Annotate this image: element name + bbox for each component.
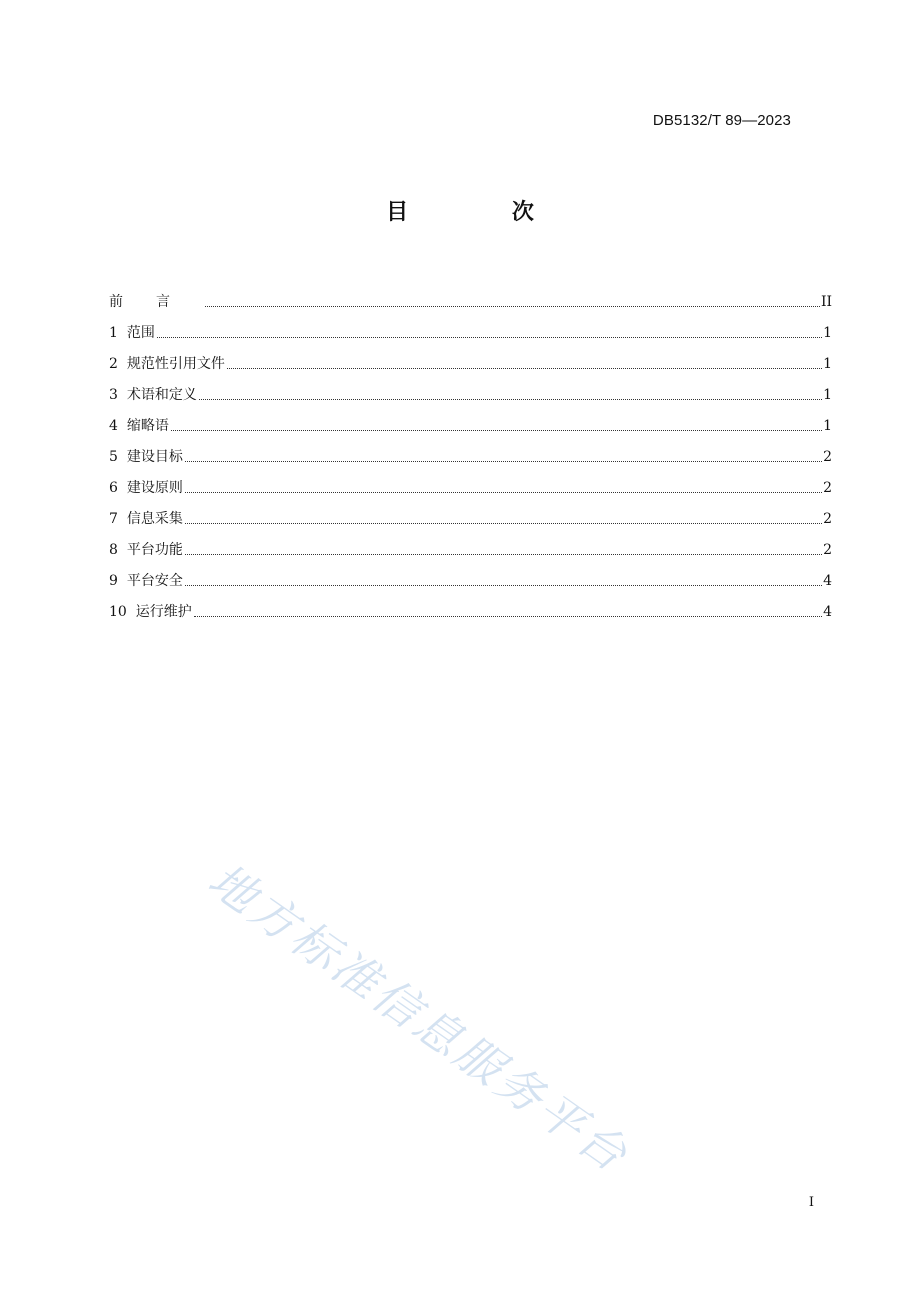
toc-entry-scope[interactable]: [109, 312, 832, 343]
toc-entry-number: 9: [109, 573, 118, 589]
toc-entry-construction-goals[interactable]: [109, 436, 832, 467]
toc-entry-number: 5: [109, 449, 118, 465]
toc-entry-label: 缩略语: [126, 418, 169, 434]
toc-entry-number: 1: [109, 325, 118, 341]
dot-leader: [171, 430, 822, 431]
toc-entry-operation-maintenance[interactable]: [109, 591, 832, 622]
dot-leader: [205, 306, 820, 307]
watermark: 地方标准信息服务平台: [198, 852, 640, 1184]
toc-entry-label: 规范性引用文件: [126, 356, 225, 372]
dot-leader: [194, 616, 822, 617]
toc-title: 目 次: [386, 200, 582, 225]
toc-entry-label: 建设目标: [126, 449, 183, 465]
toc-entry-label: 平台安全: [126, 573, 183, 589]
dot-leader: [199, 399, 822, 400]
dot-leader: [185, 554, 822, 555]
toc-entry-page: 1: [823, 418, 832, 434]
toc-entry-number: 2: [109, 356, 118, 372]
toc-entry-label: 建设原则: [126, 480, 183, 496]
toc-entry-normative-references[interactable]: [109, 343, 832, 374]
toc-entry-terms-definitions[interactable]: [109, 374, 832, 405]
toc-entry-page: 1: [823, 356, 832, 372]
dot-leader: [227, 368, 822, 369]
toc-entry-label: 范围: [126, 325, 155, 341]
toc-entry-label: 前言: [109, 294, 203, 310]
toc-entry-page: 1: [823, 325, 832, 341]
standard-code: DB5132/T 89—2023: [652, 112, 791, 129]
toc-entry-page: 4: [823, 604, 832, 620]
toc-entry-page: 2: [823, 542, 832, 558]
dot-leader: [185, 461, 822, 462]
toc-entry-information-collection[interactable]: [109, 498, 832, 529]
toc-entry-number: 6: [109, 480, 118, 496]
toc-entry-page: 4: [823, 573, 832, 589]
toc-entry-abbreviations[interactable]: [109, 405, 832, 436]
toc-entry-label: 信息采集: [126, 511, 183, 527]
toc-entry-number: 7: [109, 511, 118, 527]
toc-entry-page: 2: [823, 480, 832, 496]
toc-entry-platform-functions[interactable]: [109, 529, 832, 560]
toc-entry-label: 平台功能: [126, 542, 183, 558]
toc-entry-construction-principles[interactable]: [109, 467, 832, 498]
dot-leader: [185, 523, 822, 524]
toc-entry-platform-security[interactable]: [109, 560, 832, 591]
toc-entry-page: 2: [823, 511, 832, 527]
toc-entry-number: 10: [109, 604, 127, 620]
toc-entry-number: 8: [109, 542, 118, 558]
toc-entry-page: 1: [823, 387, 832, 403]
toc-entry-label: 术语和定义: [126, 387, 197, 403]
toc-entry-label: 运行维护: [135, 604, 192, 620]
toc-entry-foreword[interactable]: [109, 281, 832, 312]
dot-leader: [185, 492, 822, 493]
toc-entry-page: II: [820, 294, 832, 310]
toc-entry-page: 2: [823, 449, 832, 465]
table-of-contents: [109, 281, 832, 622]
toc-entry-number: 4: [109, 418, 118, 434]
page-number: I: [808, 1195, 814, 1210]
toc-entry-number: 3: [109, 387, 118, 403]
dot-leader: [185, 585, 822, 586]
dot-leader: [157, 337, 822, 338]
